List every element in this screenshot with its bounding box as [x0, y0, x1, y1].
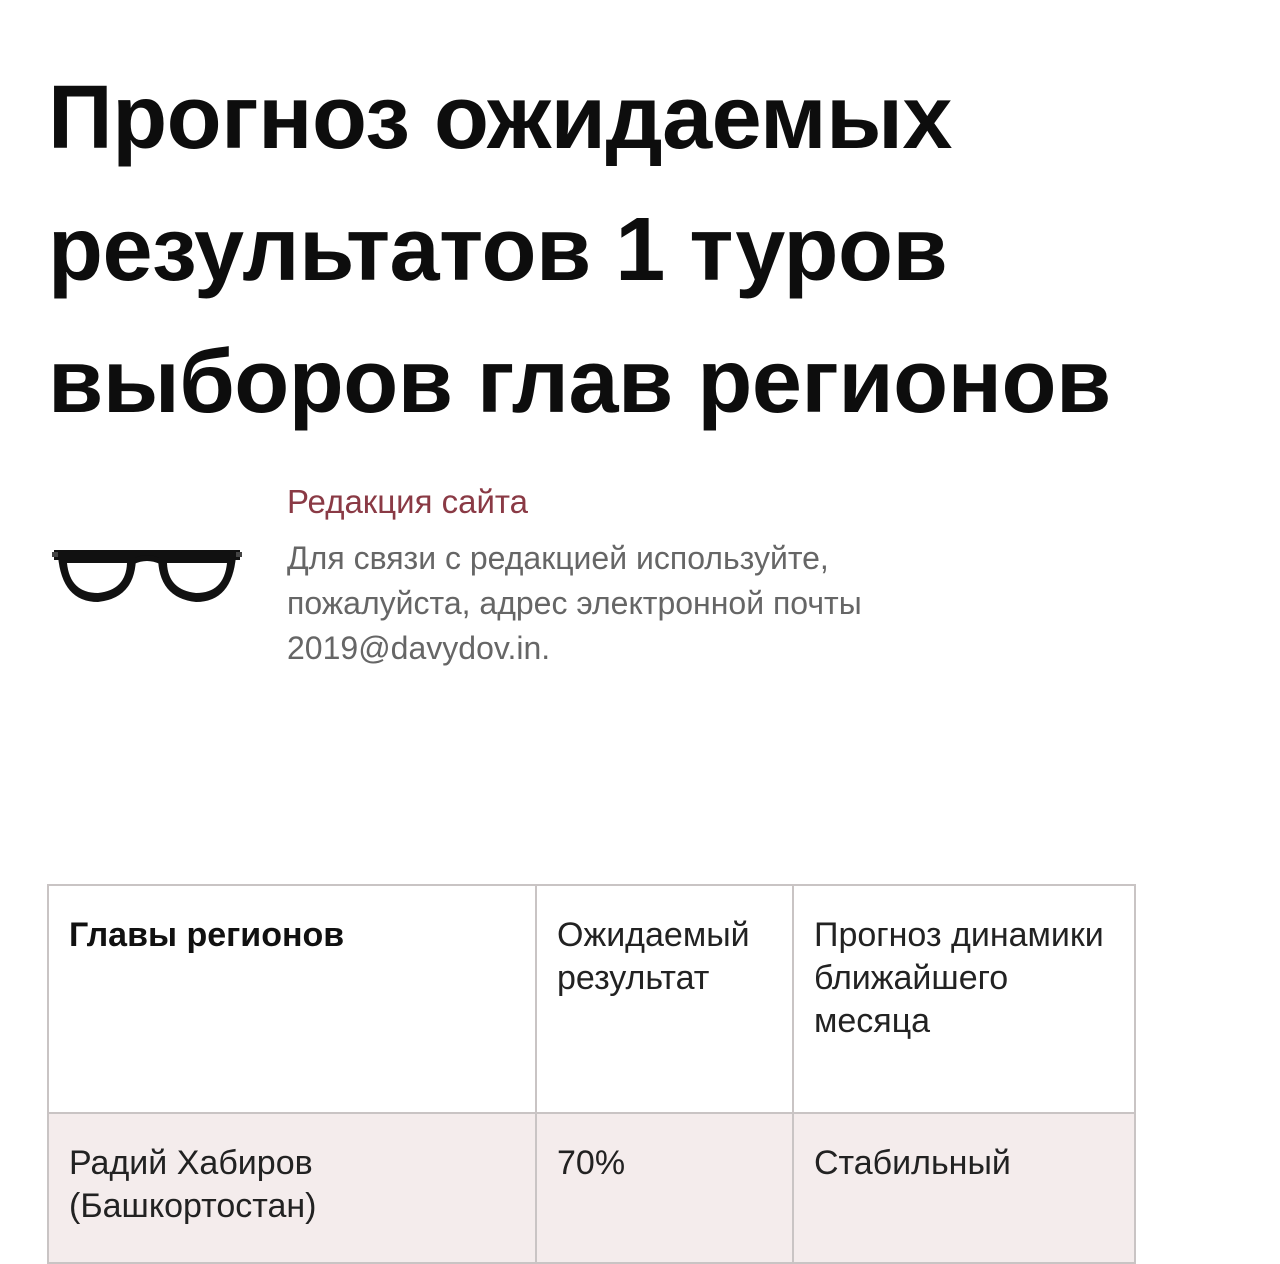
article-title: Прогноз ожидаемых результатов 1 туров выборов глав регионов [48, 68, 1111, 432]
header-forecast: Прогноз динамики ближайшего месяца [793, 885, 1135, 1113]
author-name[interactable]: Редакция сайта [287, 483, 528, 520]
glasses-icon [50, 536, 244, 608]
header-region-heads: Главы регионов [48, 885, 536, 1113]
table-row [48, 1113, 1135, 1263]
table-header-row [48, 885, 1135, 1113]
results-table [47, 884, 1136, 1264]
cell-result: 70% [536, 1113, 793, 1263]
author-description: Для связи с редакцией используйте, пожалуйста, адрес электронной почты 2019@davydov.in. [287, 540, 862, 666]
author-block [50, 478, 1050, 678]
header-expected-result: Ожидаемый результат [536, 885, 793, 1113]
cell-forecast: Стабильный [793, 1113, 1135, 1263]
cell-name: Радий Хабиров (Башкортостан) [48, 1113, 536, 1263]
